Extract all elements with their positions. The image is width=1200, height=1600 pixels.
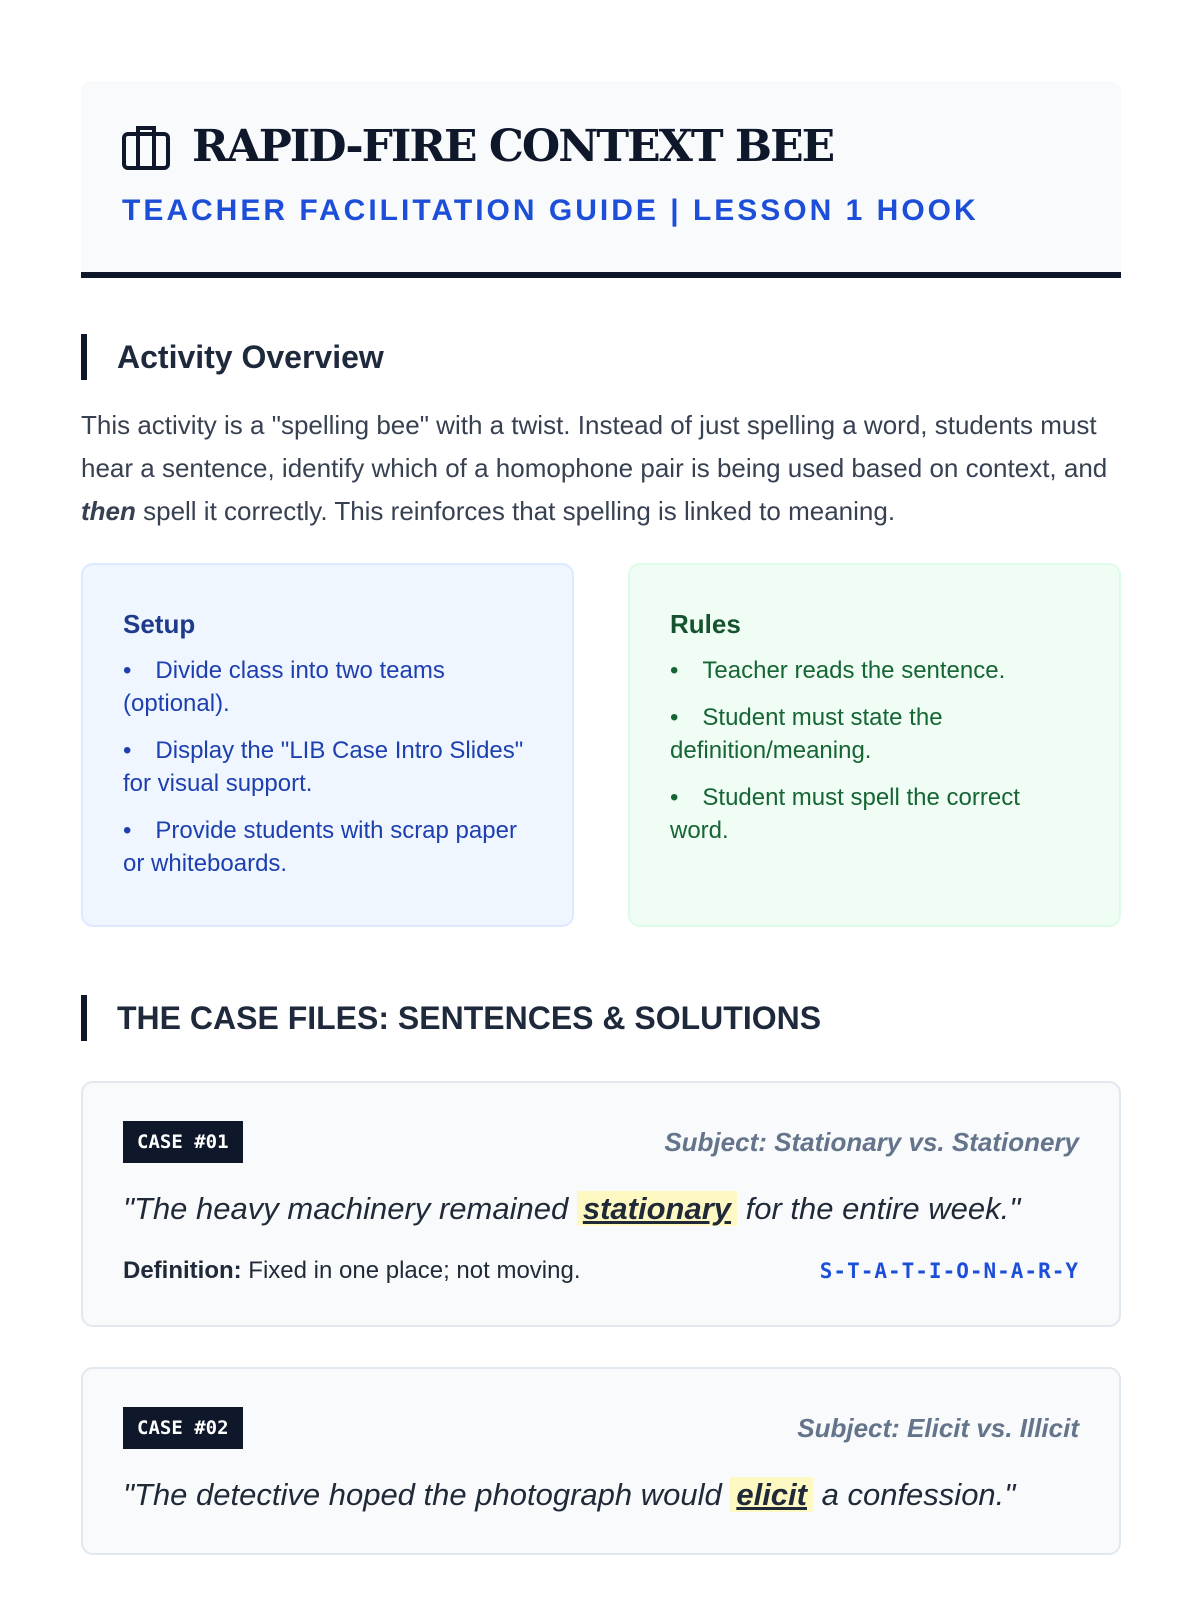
list-item: • Student must state the definition/meaning.: [670, 701, 1079, 767]
case-subject: Subject: Stationary vs. Stationery: [664, 1126, 1079, 1157]
case-spelling: S-T-A-T-I-O-N-A-R-Y: [819, 1259, 1079, 1283]
overview-heading: Activity Overview: [81, 334, 1121, 380]
list-item: • Divide class into two teams (optional).: [123, 654, 532, 720]
case-badge: CASE #01: [123, 1121, 243, 1163]
highlighted-word: stationary: [577, 1191, 737, 1226]
text: for the entire week.": [737, 1191, 1021, 1226]
case-card: [81, 1081, 1121, 1327]
case-definition: [123, 1257, 581, 1285]
page-subtitle: TEACHER FACILITATION GUIDE | LESSON 1 HOOK: [122, 194, 979, 227]
rules-heading: Rules: [670, 609, 741, 639]
case-badge: CASE #02: [123, 1407, 243, 1449]
highlighted-word: elicit: [730, 1477, 813, 1512]
rules-box: [628, 563, 1121, 927]
definition-label: Definition:: [123, 1257, 242, 1284]
header: [81, 81, 1121, 278]
setup-heading: Setup: [123, 609, 196, 639]
title-row: [122, 121, 1080, 172]
emphasis: then: [81, 496, 136, 526]
list-item: • Provide students with scrap paper or whiteboards.: [123, 814, 532, 880]
text: spell it correctly. This reinforces that spelling is linked to meaning.: [135, 496, 896, 526]
definition-text: Fixed in one place; not moving.: [241, 1257, 581, 1284]
list-item: • Teacher reads the sentence.: [670, 654, 1079, 687]
list-item: • Student must spell the correct word.: [670, 781, 1079, 847]
text: This activity is a "spelling bee" with a twist. Instead of just spelling a word, students must hear a sentence, identify which of a homophone pair is being used based on context, and: [81, 410, 1108, 483]
text: a confession.": [813, 1477, 1016, 1512]
case-card: [81, 1367, 1121, 1555]
info-boxes: [81, 563, 1121, 927]
setup-box: [81, 563, 574, 927]
document: [81, 81, 1121, 1555]
page-title: RAPID-FIRE CONTEXT BEE: [192, 121, 834, 172]
list-item: • Display the "LIB Case Intro Slides" for visual support.: [123, 734, 532, 800]
case-sentence: [123, 1191, 1079, 1227]
briefcase-icon: [122, 124, 170, 170]
text: "The detective hoped the photograph would: [123, 1477, 731, 1512]
overview-text: [81, 404, 1121, 533]
case-sentence: [123, 1477, 1079, 1513]
text: "The heavy machinery remained: [123, 1191, 577, 1226]
case-subject: Subject: Elicit vs. Illicit: [797, 1412, 1079, 1443]
cases-heading: THE CASE FILES: SENTENCES & SOLUTIONS: [81, 995, 1121, 1041]
